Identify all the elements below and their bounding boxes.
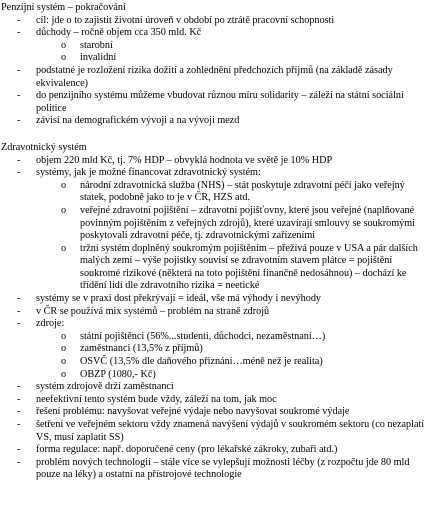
dash-bullet-icon: - <box>17 406 21 418</box>
sub-list-item-text: invalidní <box>80 52 117 64</box>
list-item-text: problém nových technologií – stále více se vylepšují možnosti léčby (z rozpočtu jde 80 mld pouze na léky) a ostatní na přístrojové technologie <box>36 456 410 481</box>
sub-list-item-text: tržní systém doplněný soukromým pojištěním – přežívá pouze v USA a pár dalších malých zemí – výše pojistky souvisí se zdravotním stavem plátce = pojištění soukromé rizikové (některá na toto pojištění finančně nedosáhnou) – dochází ke třídění lidí dle zdravotního rizika = neetické <box>80 242 418 292</box>
circle-bullet-icon: o <box>61 39 67 51</box>
list-item <box>0 394 433 407</box>
list-item <box>0 293 433 306</box>
healthcare-list <box>0 155 433 482</box>
dash-bullet-icon: - <box>17 115 21 127</box>
list-item-text: důchody – ročně objem cca 350 mld. Kč <box>36 27 202 39</box>
list-item <box>0 167 433 180</box>
list-item-text: závisí na demografickém vývoji a na vývoji mezd <box>36 115 240 127</box>
list-item-text: systémy se v praxi dost překrývají = ideál, vše má výhody i nevýhody <box>36 293 322 305</box>
dash-bullet-icon: - <box>17 444 21 456</box>
circle-bullet-icon: o <box>61 52 67 64</box>
dash-bullet-icon: - <box>17 90 21 102</box>
sub-list-item-text: národní zdravotnická služba (NHS) – stát poskytuje zdravotní péči jako veřejný statek, podobně jako to je v ČR, HZS atd. <box>80 179 405 204</box>
list-item-text: v ČR se používá mix systémů – problém na straně zdrojů <box>36 305 270 317</box>
list-item <box>0 15 433 28</box>
sub-list-item <box>0 243 433 293</box>
list-item-text: řešení problému: navyšovat veřejné výdaje nebo navyšovat soukromé výdaje <box>36 406 350 418</box>
list-item <box>0 90 433 115</box>
section-title-healthcare: Zdravotnický systém <box>1 141 87 153</box>
sub-list-item-text: OSVČ (13,5% dle daňového přiznání…méně než je realita) <box>80 356 323 368</box>
list-item <box>0 155 433 168</box>
list-item <box>0 406 433 419</box>
list-item-text: šetření ve veřejném sektoru vždy znamená navýšení výdajů v soukromém sektoru (co nezaplatí VS, musí zaplatit SS) <box>36 419 425 443</box>
dash-bullet-icon: - <box>17 393 21 405</box>
list-item <box>0 381 433 394</box>
list-item-text: zdroje: <box>36 318 65 330</box>
list-item <box>0 306 433 319</box>
list-item <box>0 444 433 457</box>
dash-bullet-icon: - <box>17 305 21 317</box>
list-item-text: objem 220 mld Kč, tj. 7% HDP – obvyklá hodnota ve světě je 10% HDP <box>36 154 333 166</box>
sub-list-item <box>0 40 433 53</box>
sub-list-item <box>0 180 433 205</box>
section-gap <box>0 128 433 142</box>
pension-list <box>0 15 433 128</box>
list-item <box>0 115 433 128</box>
dash-bullet-icon: - <box>17 381 21 393</box>
sub-list-item-text: starobní <box>80 39 113 51</box>
circle-bullet-icon: o <box>61 179 67 191</box>
dash-bullet-icon: - <box>17 154 21 166</box>
list-item <box>0 419 433 444</box>
list-item <box>0 27 433 40</box>
sub-list-item <box>0 331 433 344</box>
dash-bullet-icon: - <box>17 27 21 39</box>
sub-list-item-text: státní pojištěnci (56%...studenti, důchodci, nezaměstnaní…) <box>80 330 326 342</box>
list-item-text: systém zdrojově drží zaměstnanci <box>36 381 174 393</box>
circle-bullet-icon: o <box>61 242 67 254</box>
circle-bullet-icon: o <box>61 204 67 216</box>
list-item-text: systémy, jak je možné financovat zdravotnický systém: <box>36 167 261 179</box>
sub-list-item <box>0 369 433 382</box>
dash-bullet-icon: - <box>17 64 21 76</box>
dash-bullet-icon: - <box>17 318 21 330</box>
sub-list-item <box>0 205 433 243</box>
circle-bullet-icon: o <box>61 343 67 355</box>
sub-list-item <box>0 343 433 356</box>
circle-bullet-icon: o <box>61 356 67 368</box>
list-item-text: neefektivní tento systém bude vždy, záleží na tom, jak moc <box>36 393 277 405</box>
sub-list-item <box>0 52 433 65</box>
sub-list-item-text: OBZP (1080,- Kč) <box>80 368 156 380</box>
list-item-text: cíl: jde o to zajistit životní úroveň v období po ztrátě pracovní schopnosti <box>36 14 335 26</box>
dash-bullet-icon: - <box>17 419 21 430</box>
sub-list-item-text: zaměstnanci (13,5% z příjmů) <box>80 343 203 355</box>
dash-bullet-icon: - <box>17 167 21 179</box>
list-item <box>0 318 433 331</box>
list-item <box>0 65 433 90</box>
sub-list-item <box>0 356 433 369</box>
sub-list-item-text: veřejné zdravotní pojištění – zdravotní pojišťovny, které jsou veřejné (naplňované povinným pojištěním z veřejných zdrojů), které uzavírají smlouvy se soukromými poskytovali zdravotní péče, tj. zdravotnickými zařízeními <box>80 204 415 242</box>
list-item-text: forma regulace: např. doporučené ceny (pro lékařské zákroky, zubaři atd.) <box>36 444 338 456</box>
circle-bullet-icon: o <box>61 330 67 342</box>
dash-bullet-icon: - <box>17 293 21 305</box>
dash-bullet-icon: - <box>17 14 21 26</box>
dash-bullet-icon: - <box>17 456 21 468</box>
list-item-text: podstatné je rozložení rizika dožití a zohlednění předchozích příjmů (na základě zásady ekvivalence) <box>36 64 393 89</box>
circle-bullet-icon: o <box>61 368 67 380</box>
section-title-pension: Penzijní systém – pokračování <box>1 2 126 13</box>
list-item-text: do penzijního systému můžeme vbudovat různou míru solidarity – záleží na státní sociální politice <box>36 90 404 114</box>
list-item <box>0 457 433 482</box>
